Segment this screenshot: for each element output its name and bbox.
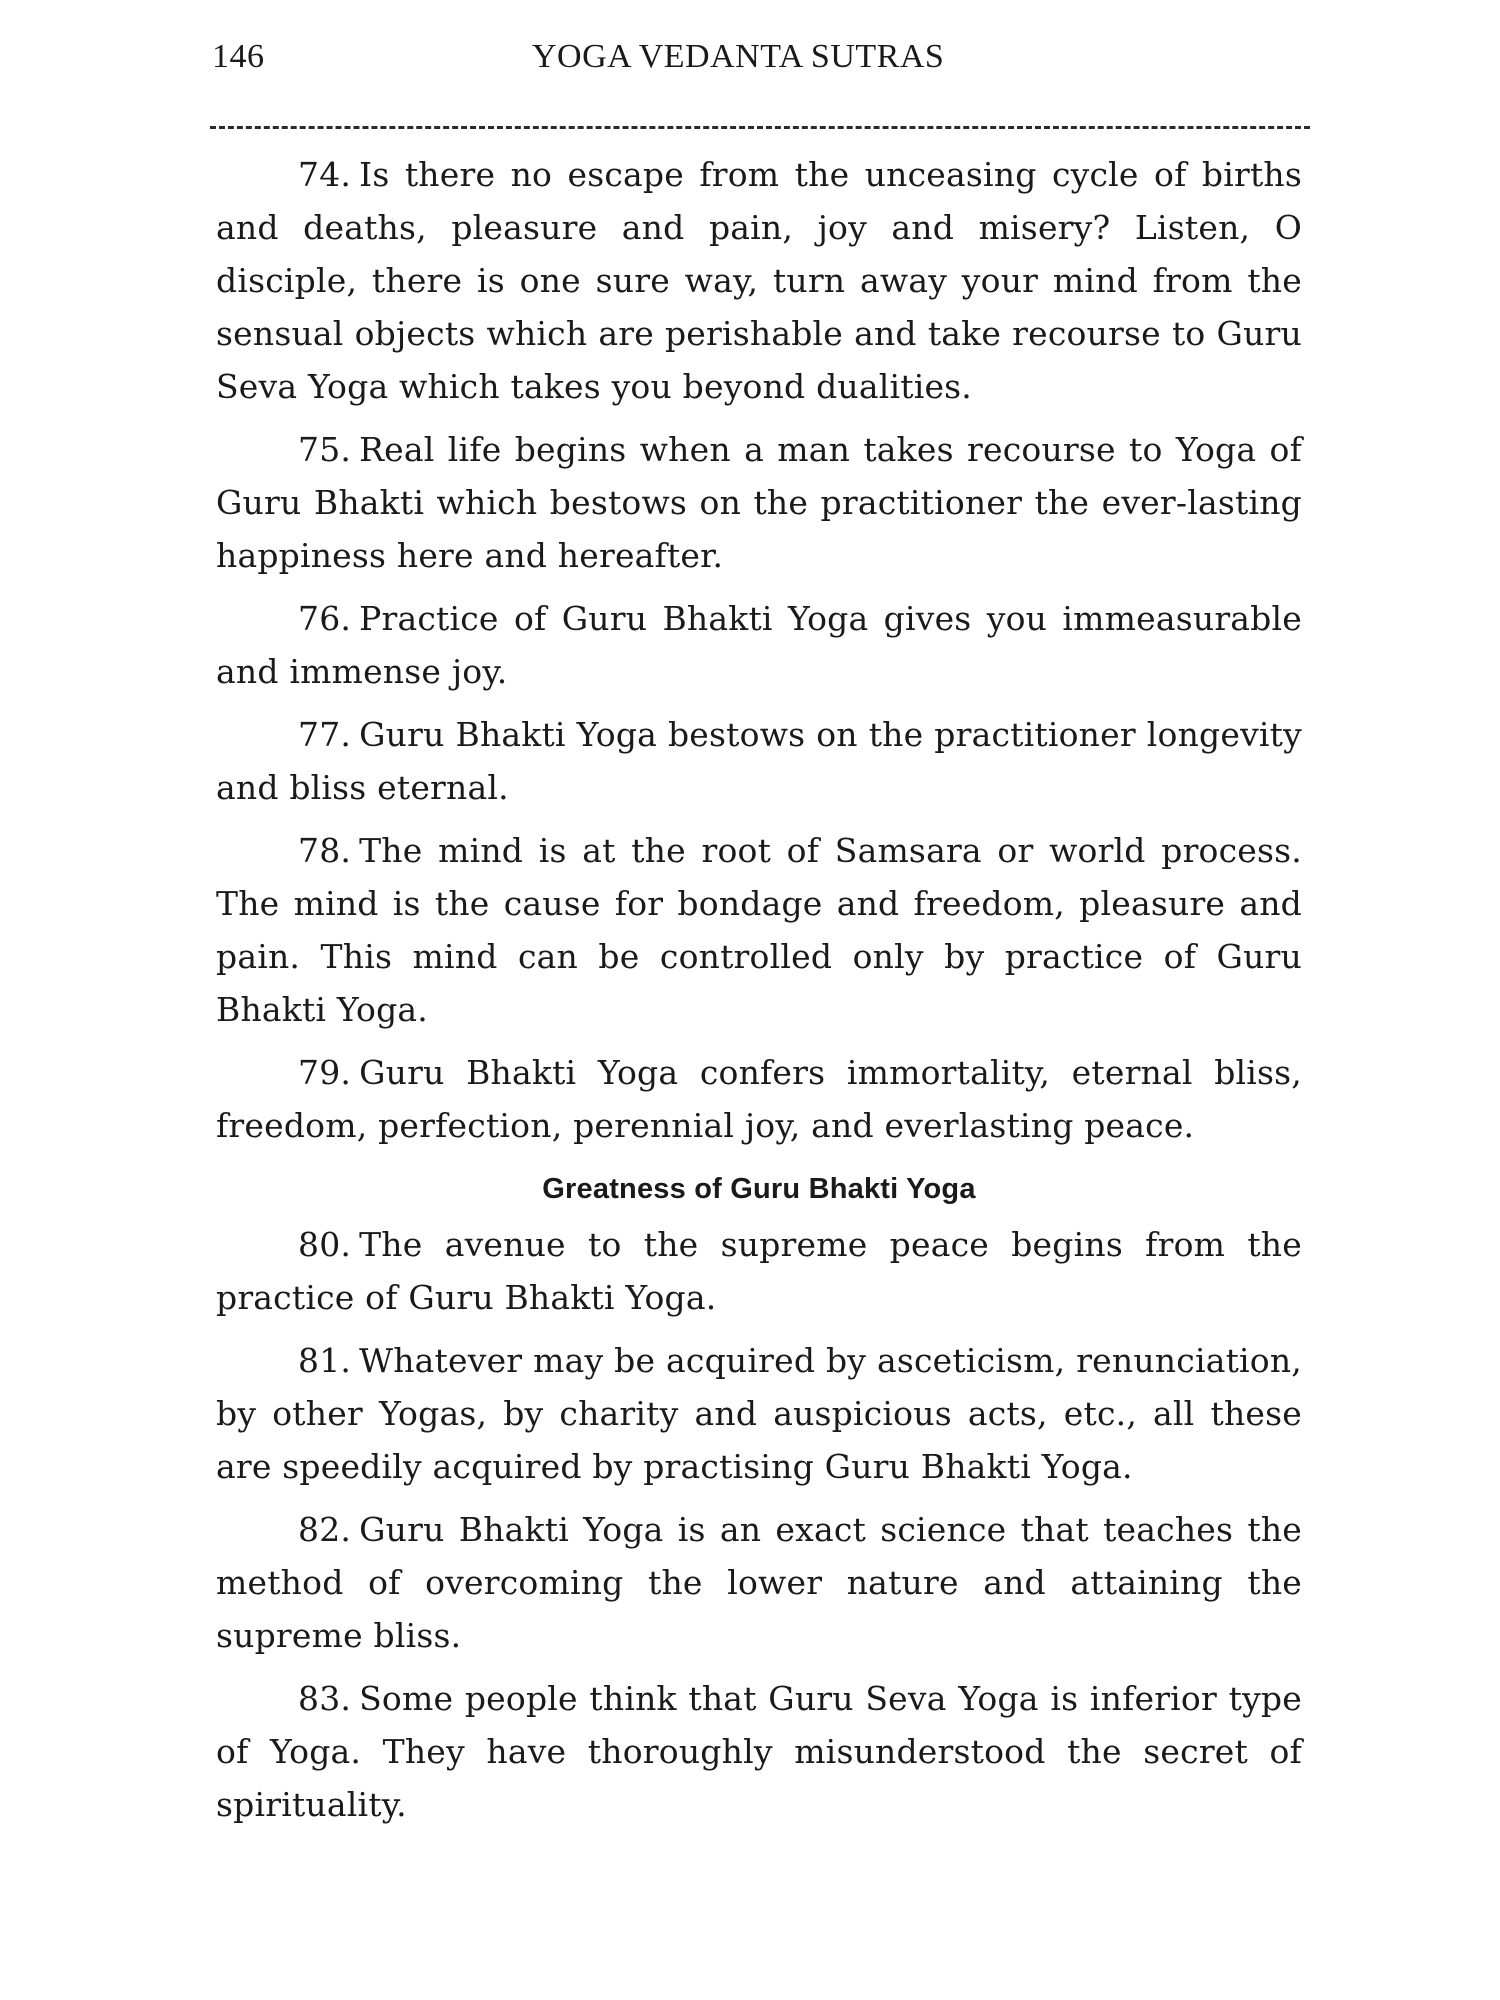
running-title: YOGA VEDANTA SUTRAS [532,38,945,75]
sutra-78 [216,824,1302,1036]
page-number: 146 [212,38,265,75]
sutra-number: 75. [298,430,352,469]
sutra-text: Some people think that Guru Seva Yoga is inferior type of Yoga. They have thoroughly misunderstood the secret of spirituality. [216,1679,1302,1824]
header-divider [210,126,1310,129]
sutra-text: Guru Bhakti Yoga is an exact science that teaches the method of overcoming the lower nature and attaining the supreme bliss. [216,1510,1302,1655]
sutra-number: 81. [298,1341,352,1380]
sutra-text: The avenue to the supreme peace begins from the practice of Guru Bhakti Yoga. [216,1225,1302,1317]
sutra-79 [216,1046,1302,1152]
sutra-text: Practice of Guru Bhakti Yoga gives you immeasurable and immense joy. [216,599,1302,691]
sutra-81 [216,1334,1302,1493]
sutra-text: Guru Bhakti Yoga confers immortality, eternal bliss, freedom, perfection, perennial joy, and everlasting peace. [216,1053,1302,1145]
page-header [212,38,1312,88]
sutra-number: 80. [298,1225,352,1264]
sutra-74 [216,148,1302,413]
sutra-80 [216,1218,1302,1324]
sutra-number: 83. [298,1679,352,1718]
section-heading: Greatness of Guru Bhakti Yoga [542,1173,976,1205]
sutra-83 [216,1672,1302,1831]
sutra-number: 76. [298,599,352,638]
sutra-text: Real life begins when a man takes recourse to Yoga of Guru Bhakti which bestows on the practitioner the ever-lasting happiness here and hereafter. [216,430,1302,575]
sutra-text: Is there no escape from the unceasing cycle of births and deaths, pleasure and pain, joy and misery? Listen, O disciple, there is one sure way, turn away your mind from the sensual objects which are perishable and take recourse to Guru Seva Yoga which takes you beyond dualities. [216,155,1302,406]
sutra-76 [216,592,1302,698]
sutra-number: 77. [298,715,352,754]
sutra-number: 74. [298,155,352,194]
sutra-text: The mind is at the root of Samsara or world process. The mind is the cause for bondage and freedom, pleasure and pain. This mind can be controlled only by practice of Guru Bhakti Yoga. [216,831,1302,1029]
sutra-75 [216,423,1302,582]
sutra-77 [216,708,1302,814]
sutra-text: Guru Bhakti Yoga bestows on the practitioner longevity and bliss eternal. [216,715,1302,807]
page-body [216,148,1302,1841]
sutra-number: 79. [298,1053,352,1092]
sutra-number: 82. [298,1510,352,1549]
sutra-82 [216,1503,1302,1662]
sutra-text: Whatever may be acquired by asceticism, renunciation, by other Yogas, by charity and auspicious acts, etc., all these are speedily acquired by practising Guru Bhakti Yoga. [216,1341,1302,1486]
sutra-number: 78. [298,831,352,870]
